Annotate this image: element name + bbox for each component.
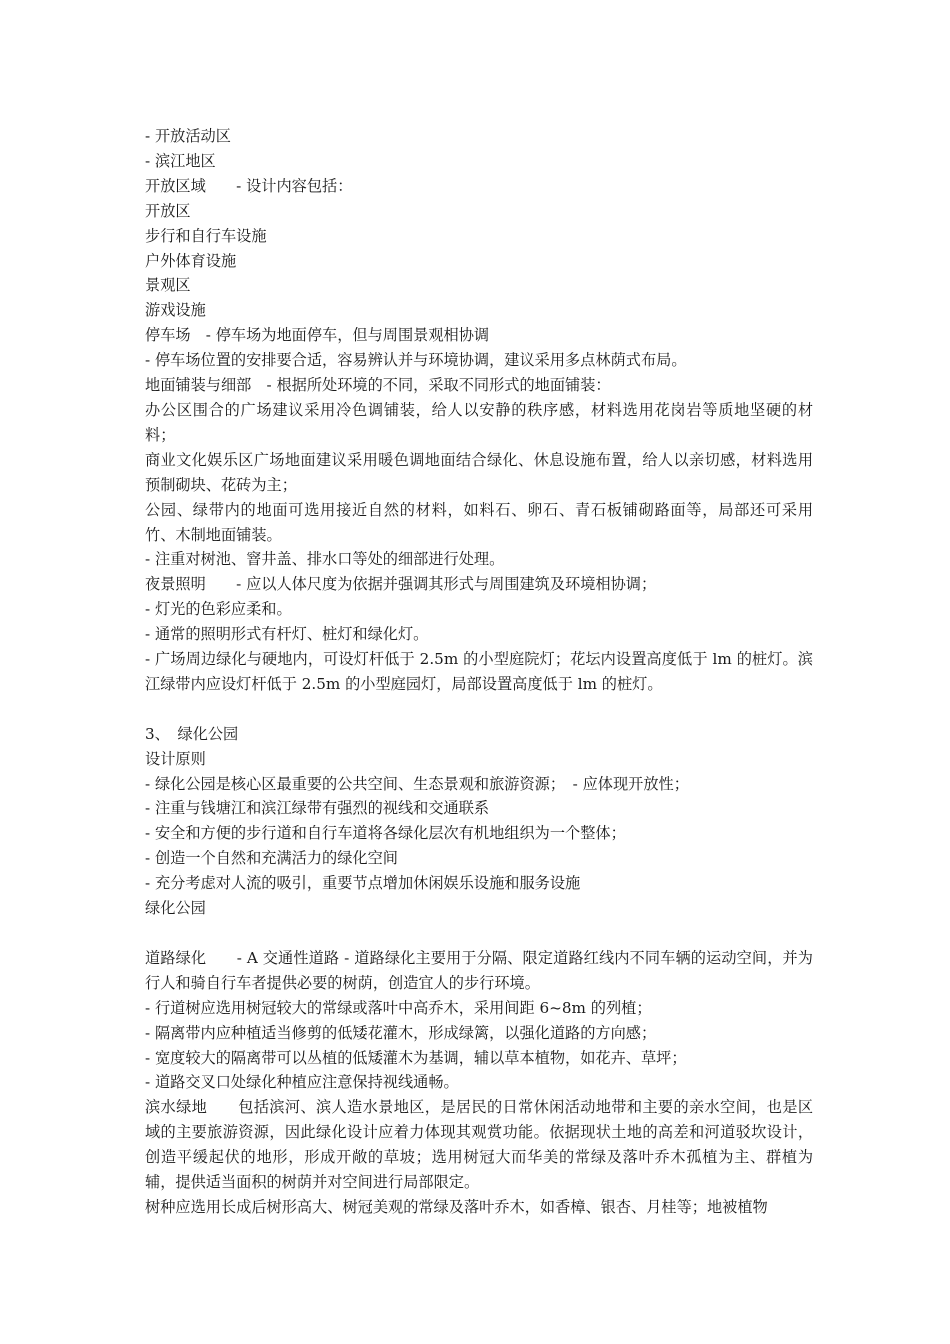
text-line: - 道路交叉口处绿化种植应注意保持视线通畅。 [145,1073,459,1092]
text-line: 夜景照明 - 应以人体尺度为依据并强调其形式与周围建筑及环境相协调； [145,575,657,594]
text-line: - 充分考虑对人流的吸引，重要节点增加休闲娱乐设施和服务设施 [145,874,581,893]
text-line: - 滨江地区 [145,151,216,170]
text-line: - 注重与钱塘江和滨江绿带有强烈的视线和交通联系 [145,799,490,818]
text-line: 景观区 [145,276,191,295]
text-line: - 隔离带内应种植适当修剪的低矮花灌木，形成绿篱，以强化道路的方向感； [145,1023,657,1042]
text-line: - 绿化公园是核心区最重要的公共空间、生态景观和旅游资源； - 应体现开放性； [145,774,689,793]
document-body [145,124,813,1220]
text-line: 开放区域 - 设计内容包括： [145,176,353,195]
section-heading: 3、 绿化公园 [145,724,239,743]
text-paragraph: - 广场周边绿化与硬地内，可设灯杆低于 2.5m 的小型庭院灯；花坛内设置高度低于 lm 的桩灯。滨江绿带内应设灯杆低于 2.5m 的小型庭园灯，局部设置高度低于 lm 的桩灯。 [145,650,813,693]
text-line: 绿化公园 [145,899,206,918]
text-line: 树种应选用长成后树形高大、树冠美观的常绿及落叶乔木，如香樟、银杏、月桂等；地被植物 [145,1197,768,1216]
text-line: - 通常的照明形式有杆灯、桩灯和绿化灯。 [145,625,429,644]
text-line: 停车场 - 停车场为地面停车，但与周围景观相协调 [145,326,490,345]
text-line: 步行和自行车设施 [145,226,267,245]
text-paragraph: 办公区围合的广场建议采用冷色调铺装，给人以安静的秩序感，材料选用花岗岩等质地坚硬的材料； [145,400,813,444]
text-line: 开放区 [145,201,191,220]
text-line: - 停车场位置的安排要合适，容易辨认并与环境协调，建议采用多点林荫式布局。 [145,351,687,370]
blank-line [145,697,813,722]
text-line: 设计原则 [145,749,206,768]
text-line: - 宽度较大的隔离带可以丛植的低矮灌木为基调，辅以草本植物，如花卉、草坪； [145,1048,687,1067]
text-line: 游戏设施 [145,301,206,320]
text-line: - 开放活动区 [145,127,231,145]
text-paragraph: 道路绿化 - A 交通性道路 - 道路绿化主要用于分隔、限定道路红线内不同车辆的运动空间，并为行人和骑自行车者提供必要的树荫，创造宜人的步行环境。 [145,948,813,992]
text-paragraph: 滨水绿地 包括滨河、滨人造水景地区，是居民的日常休闲活动地带和主要的亲水空间，也是区域的主要旅游资源，因此绿化设计应着力体现其观赏功能。依据现状土地的高差和河道驳坎设计，创造平缓起伏的地形，形成开敞的草坡；选用树冠大而华美的常绿及落叶乔木孤植为主、群植为辅，提供适当面积的树荫并对空间进行局部限定。 [145,1098,813,1192]
text-line: 户外体育设施 [145,251,237,270]
text-paragraph: 公园、绿带内的地面可选用接近自然的材料，如料石、卵石、青石板铺砌路面等，局部还可采用竹、木制地面铺装。 [145,500,813,544]
text-paragraph: 商业文化娱乐区广场地面建议采用暖色调地面结合绿化、休息设施布置，给人以亲切感，材料选用预制砌块、花砖为主； [145,450,813,494]
text-line: - 创造一个自然和充满活力的绿化空间 [145,849,398,868]
text-line: - 注重对树池、窨井盖、排水口等处的细部进行处理。 [145,550,505,569]
text-line: 地面铺装与细部 - 根据所处环境的不同，采取不同形式的地面铺装： [145,376,611,395]
text-line: - 灯光的色彩应柔和。 [145,600,292,619]
text-line: - 安全和方便的步行道和自行车道将各绿化层次有机地组织为一个整体； [145,824,626,843]
text-line: - 行道树应选用树冠较大的常绿或落叶中高乔木，采用间距 6~8m 的列植； [145,998,652,1017]
blank-line [145,921,813,946]
